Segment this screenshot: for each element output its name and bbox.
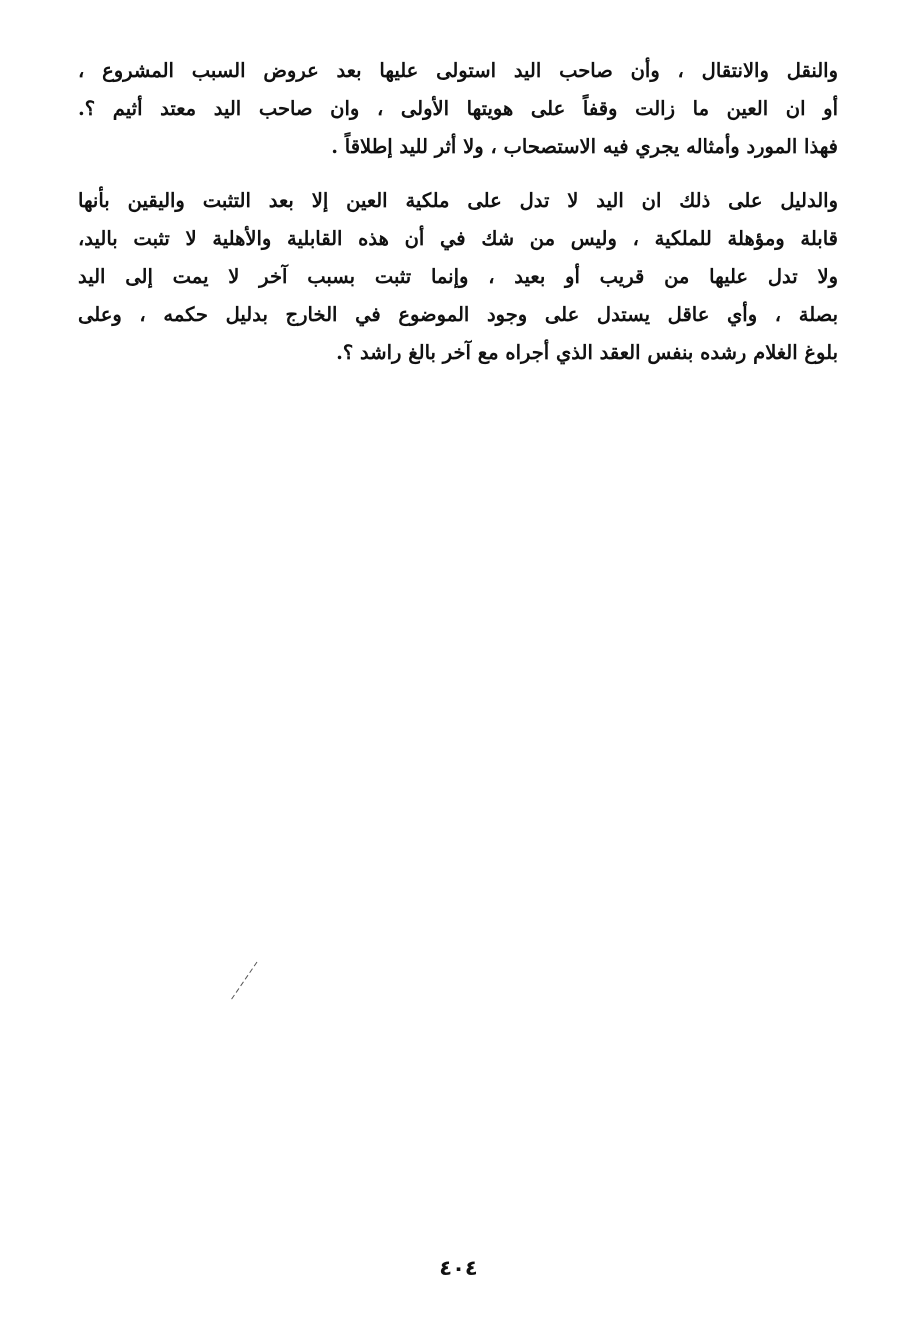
text-line: بلوغ الغلام رشده بنفس العقد الذي أجراه مع آخر بالغ راشد ؟.	[336, 341, 838, 364]
text-line: ولا تدل عليها من قريب أو بعيد ، وإنما تثبت بسبب آخر لا يمت إلى اليد	[78, 265, 838, 288]
paragraph-1	[78, 52, 838, 166]
text-line: أو ان العين ما زالت وقفاً على هويتها الأولى ، وان صاحب اليد معتد أثيم ؟.	[78, 97, 838, 120]
text-line: قابلة ومؤهلة للملكية ، وليس من شك في أن هذه القابلية والأهلية لا تثبت باليد،	[78, 227, 838, 250]
paragraph-2	[78, 182, 838, 372]
text-line: والنقل والانتقال ، وأن صاحب اليد استولى عليها بعد عروض السبب المشروع ،	[78, 59, 838, 82]
stray-pen-mark	[228, 960, 260, 1002]
text-line: والدليل على ذلك ان اليد لا تدل على ملكية العين إلا بعد التثبت واليقين بأنها	[78, 189, 838, 212]
text-line: بصلة ، وأي عاقل يستدل على وجود الموضوع في الخارج بدليل حكمه ، وعلى	[78, 303, 838, 326]
text-line: فهذا المورد وأمثاله يجري فيه الاستصحاب ، ولا أثر لليد إطلاقاً .	[331, 135, 838, 158]
page-number: ٤٠٤	[439, 1256, 478, 1280]
